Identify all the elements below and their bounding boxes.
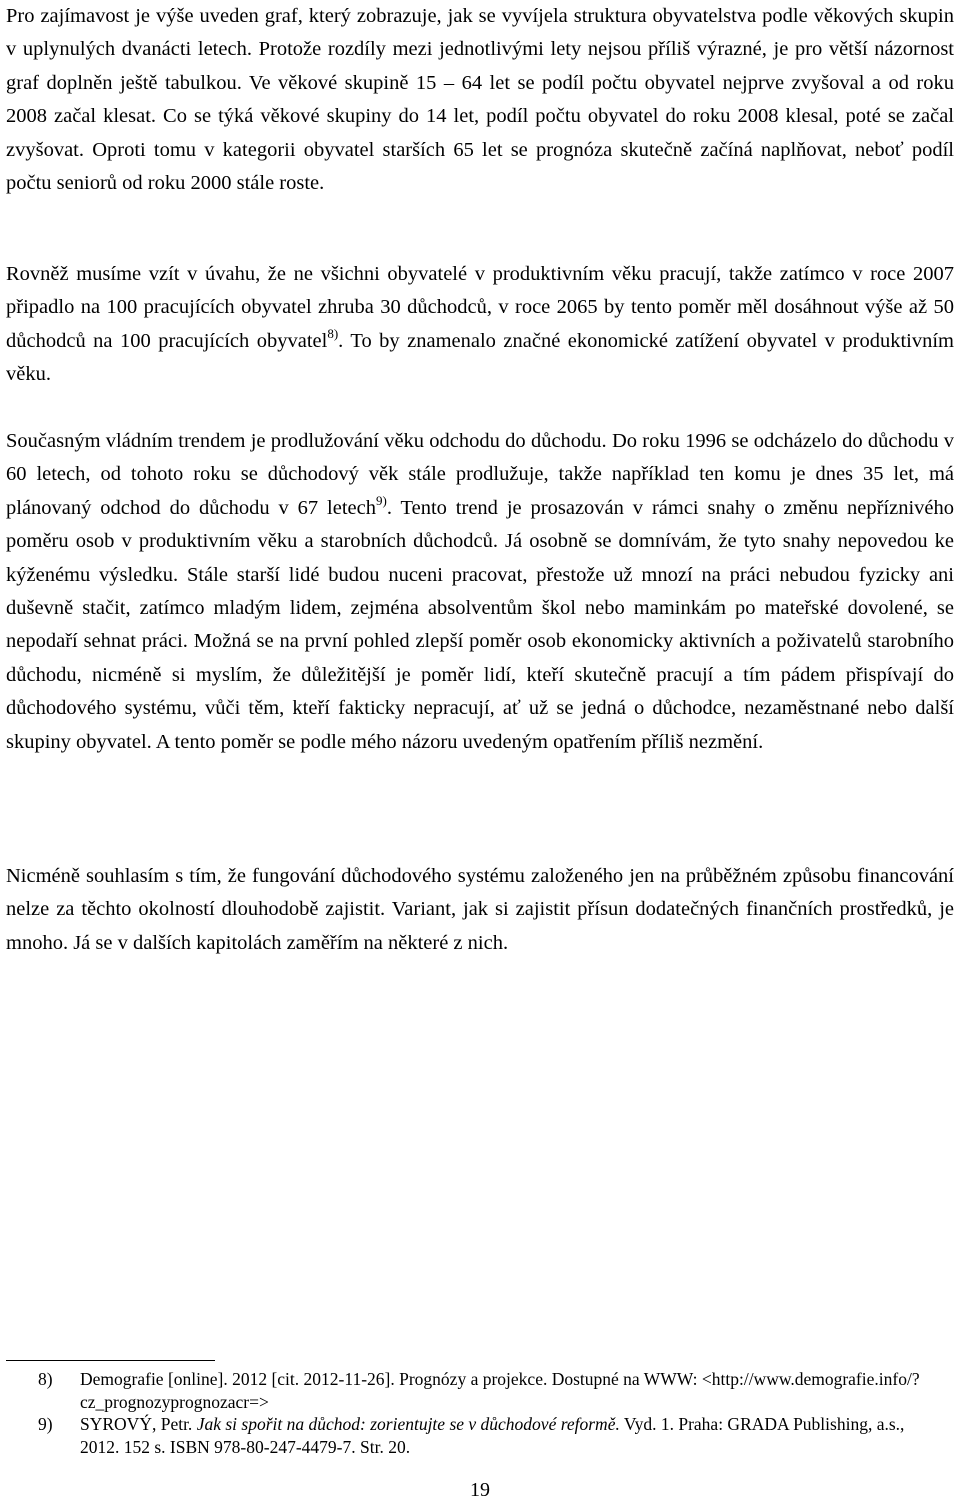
footnote-author: SYROVÝ, Petr. [80,1414,197,1435]
footnote-text [80,1413,948,1458]
footnotes [38,1368,948,1458]
paragraph-text: Současným vládním trendem je prodlužování věku odchodu do důchodu. Do roku 1996 se odcházelo do důchodu v 60 letech, od tohoto roku se důchodový věk stále prodlužuje, takže například ten komu je dnes 35 let, má plánovaný odchod do důchodu v 67 letech [6,430,954,519]
footnote-reference-8[interactable]: 8) [327,325,339,341]
footnote-8 [38,1368,948,1413]
footnote-reference-9[interactable]: 9) [376,492,387,508]
footnote-number: 9) [38,1414,53,1435]
paragraph-text: . To by znamenalo značné ekonomické zatížení obyvatel v produktivním věku. [6,329,954,386]
footnote-text: Demografie [online]. 2012 [cit. 2012-11-26]. Prognózy a projekce. Dostupné na WWW: <http://www.demografie.info/?cz_prognozyprognozacr=> [80,1369,920,1412]
footnote-number: 8) [38,1369,53,1389]
page-number: 19 [470,1479,490,1501]
footnote-publication: Vyd. 1. Praha: GRADA Publishing, a.s., 2012. 152 s. ISBN 978-80-247-4479-7. Str. 20. [80,1414,905,1457]
paragraph-conclusion: Nicméně souhlasím s tím, že fungování důchodového systému založeného jen na průběžném způsobu financování nelze za těchto okolností dlouhodobě zajistit. Variant, jak si zajistit přísun dodatečných finančních prostředků, je mnoho. Já se v dalších kapitolách zaměřím na některé z nich. [6,865,954,954]
paragraph-text: . Tento trend je prosazován v rámci snahy o změnu nepříznivého poměru osob v produktivním věku a starobních důchodců. Já osobně se domnívám, že tyto snahy nepovedou ke kýženému výsledku. Stále starší lidé budou nuceni pracovat, přestože už mnozí na práci nebudou fyzicky ani duševně stačit, zatímco mladým lidem, zejména absolventům škol nebo maminkám po mateřské dovolené, se nepodaří sehnat práci. Možná se na první pohled zlepší poměr osob ekonomicky aktivních a poživatelů starobního důchodu, nicméně si myslím, že důležitější je poměr lidí, kteří skutečně pracují a tím pádem přispívají do důchodového systému, vůči těm, kteří fakticky nepracují, ať už se jedná o důchodce, nezaměstnané nebo další skupiny obyvatel. A tento poměr se podle mého názoru uvedeným opatřením příliš nezmění. [6,496,955,753]
paragraph-working-ratio [6,258,954,392]
footnote-separator [6,1360,215,1361]
footnote-9 [38,1413,948,1458]
paragraph-population-structure: Pro zajímavost je výše uveden graf, který zobrazuje, jak se vyvíjela struktura obyvatelstva podle věkových skupin v uplynulých dvanácti letech. Protože rozdíly mezi jednotlivými lety nejsou příliš výrazné, je pro větší názornost graf doplněn ještě tabulkou. Ve věkové skupině 15 – 64 let se podíl počtu obyvatel nejprve zvyšoval a od roku 2008 začal klesat. Co se týká věkové skupiny do 14 let, podíl počtu obyvatel do roku 2008 klesal, poté se začal zvyšovat. Oproti tomu v kategorii obyvatel starších 65 let se prognóza skutečně začíná naplňovat, neboť podíl počtu seniorů od roku 2000 stále roste. [6,5,954,195]
footnote-book-title: Jak si spořit na důchod: zorientujte se v důchodové reformě. [196,1414,620,1435]
paragraph-text: Rovněž musíme vzít v úvahu, že ne všichni obyvatelé v produktivním věku pracují, takže zatímco v roce 2007 připadlo na 100 pracujících obyvatel zhruba 30 důchodců, v roce 2065 by tento poměr měl dosáhnout výše až 50 důchodců na 100 pracujících obyvatel [6,263,954,352]
paragraph-retirement-age [6,425,954,759]
